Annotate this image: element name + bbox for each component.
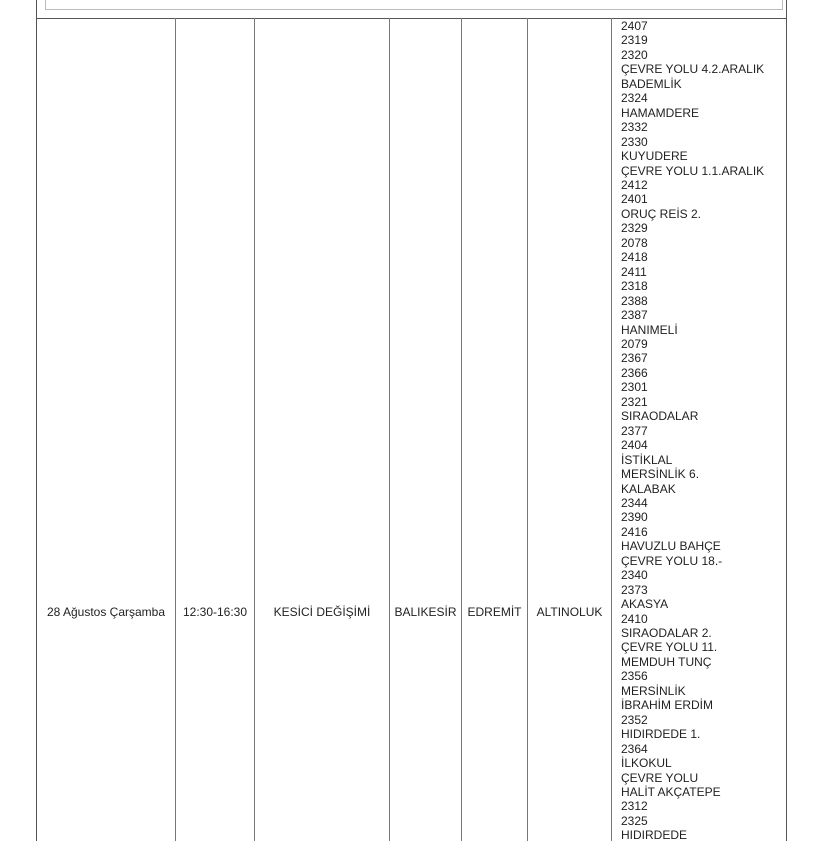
previous-row-box [45, 0, 783, 10]
street-item: 2356 [621, 669, 648, 684]
street-item: 2324 [621, 91, 648, 106]
street-item: 2366 [621, 365, 648, 380]
street-item: HAVUZLU BAHÇE [621, 539, 721, 554]
street-item: KALABAK [621, 481, 676, 496]
street-item: HANIMELİ [621, 322, 678, 337]
column-divider [389, 18, 390, 841]
street-item: SIRAODALAR 2. [621, 626, 712, 641]
time-cell: 12:30-16:30 [182, 605, 248, 619]
street-item: HIDIRDEDE 1. [621, 727, 701, 742]
street-item: ORUÇ REİS 2. [621, 206, 702, 221]
street-item: İSTİKLAL [621, 452, 673, 467]
street-item: HIDIRDEDE [621, 828, 688, 843]
street-item: ÇEVRE YOLU 11. [621, 640, 718, 655]
street-item: ÇEVRE YOLU [621, 770, 699, 785]
street-item: BADEMLİK [621, 76, 682, 91]
street-item: 2344 [621, 495, 648, 510]
street-item: 2407 [621, 19, 648, 33]
street-item: 2329 [621, 221, 648, 236]
street-item: MEMDUH TUNÇ [621, 654, 712, 669]
street-item: 2079 [621, 336, 648, 351]
street-item: 2330 [621, 134, 648, 149]
street-item: 2312 [621, 799, 648, 814]
street-item: 2401 [621, 192, 648, 207]
street-item: HALİT AKÇATEPE [621, 785, 721, 800]
street-item: 2387 [621, 308, 648, 323]
neighborhood-cell: ALTINOLUK [536, 605, 603, 619]
column-divider [175, 18, 176, 841]
street-item: 2319 [621, 33, 648, 48]
street-item: SIRAODALAR [621, 409, 699, 424]
street-item: 2388 [621, 293, 648, 308]
street-item: ÇEVRE YOLU 1.1.ARALIK [621, 163, 765, 178]
street-item: 2412 [621, 177, 648, 192]
province-cell: BALIKESİR [394, 605, 457, 619]
street-item: AKASYA [621, 597, 669, 612]
street-item: MERSİNLİK 6. [621, 467, 700, 482]
street-item: 2377 [621, 423, 648, 438]
column-divider [461, 18, 462, 841]
street-item: 2301 [621, 380, 648, 395]
street-item: 2364 [621, 741, 648, 756]
street-item: 2340 [621, 568, 648, 583]
street-item: 2367 [621, 351, 648, 366]
street-item: HAMAMDERE [621, 105, 700, 120]
street-list [621, 19, 764, 843]
street-item: ÇEVRE YOLU 4.2.ARALIK [621, 62, 765, 77]
street-item: 2404 [621, 438, 648, 453]
column-divider [611, 18, 612, 841]
street-item: 2352 [621, 712, 648, 727]
street-item: KUYUDERE [621, 149, 688, 164]
district-cell: EDREMİT [467, 605, 522, 619]
street-item: 2078 [621, 235, 648, 250]
street-item: MERSİNLİK [621, 683, 686, 698]
street-item: İBRAHİM ERDİM [621, 698, 714, 713]
street-item: 2321 [621, 394, 648, 409]
street-item: 2373 [621, 582, 648, 597]
column-divider [254, 18, 255, 841]
street-item: 2411 [621, 264, 647, 279]
street-item: 2390 [621, 510, 648, 525]
street-item: 2320 [621, 47, 648, 62]
street-item: 2325 [621, 813, 648, 828]
street-item: 2332 [621, 120, 648, 135]
street-item: 2418 [621, 250, 648, 265]
date-cell: 28 Ağustos Çarşamba [46, 605, 166, 619]
street-item: ÇEVRE YOLU 18.- [621, 553, 723, 568]
street-item: 2318 [621, 279, 648, 294]
street-item: 2416 [621, 524, 648, 539]
reason-cell: KESİCİ DEĞİŞİMİ [273, 605, 371, 619]
column-divider [527, 18, 528, 841]
street-item: 2410 [621, 611, 648, 626]
street-item: İLKOKUL [621, 756, 672, 771]
